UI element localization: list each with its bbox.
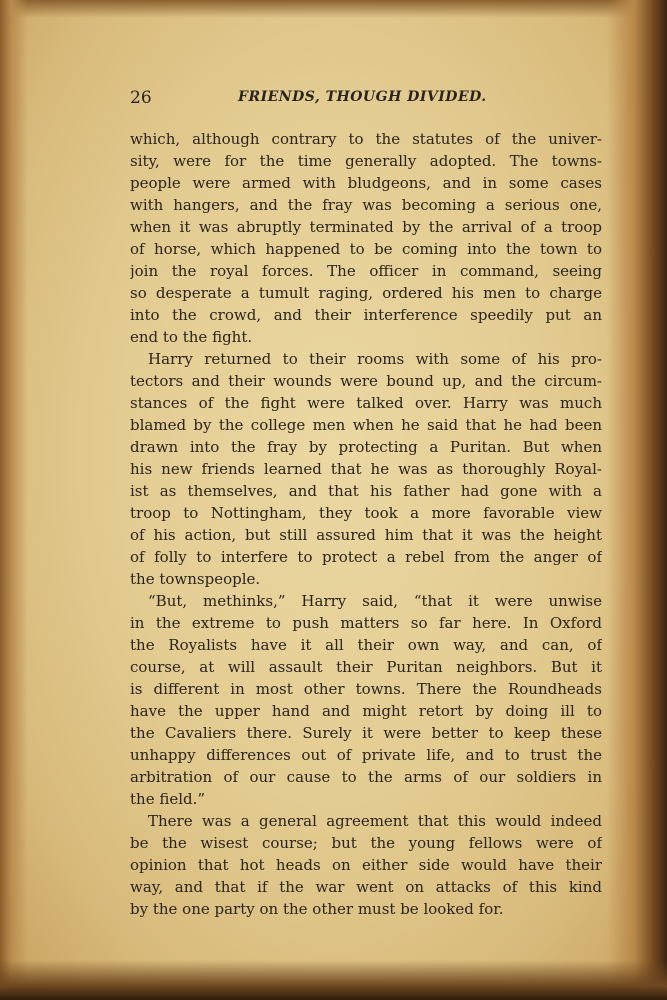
text-line: troop to Nottingham, they took a more favorable view	[130, 504, 602, 522]
text-line: of his action, but still assured him that it was the height	[130, 526, 602, 544]
body-text	[130, 128, 602, 920]
text-line: way, and that if the war went on attacks of this kind	[130, 878, 602, 896]
text-line: the Royalists have it all their own way, and can, of	[130, 636, 602, 654]
text-line: unhappy differences out of private life, and to trust the	[130, 746, 602, 764]
text-line: drawn into the fray by protecting a Puritan. But when	[130, 438, 602, 456]
text-line: have the upper hand and might retort by doing ill to	[130, 702, 602, 720]
page-edge-right	[607, 0, 667, 1000]
running-title: FRIENDS, THOUGH DIVIDED.	[238, 89, 487, 105]
text-line: when it was abruptly terminated by the arrival of a troop	[130, 218, 602, 236]
text-line: end to the fight.	[130, 328, 253, 346]
text-line: into the crowd, and their interference speedily put an	[130, 306, 602, 324]
text-line: is different in most other towns. There the Roundheads	[130, 680, 602, 698]
text-line: so desperate a tumult raging, ordered his men to charge	[130, 284, 602, 302]
text-line: opinion that hot heads on either side would have their	[130, 856, 602, 874]
text-line: the Cavaliers there. Surely it were better to keep these	[130, 724, 602, 742]
page-edge-bottom	[0, 960, 667, 1000]
page-number: 26	[130, 88, 152, 108]
text-line: the townspeople.	[130, 570, 261, 588]
text-line: ist as themselves, and that his father had gone with a	[130, 482, 602, 500]
text-line: which, although contrary to the statutes of the univer-	[130, 130, 602, 148]
text-line: sity, were for the time generally adopted. The towns-	[130, 152, 602, 170]
page-edge-top	[0, 0, 667, 18]
text-line: his new friends learned that he was as thoroughly Royal-	[130, 460, 602, 478]
text-line: by the one party on the other must be looked for.	[130, 900, 504, 918]
text-line: in the extreme to push matters so far here. In Oxford	[130, 614, 602, 632]
text-line: people were armed with bludgeons, and in some cases	[130, 174, 602, 192]
text-line: stances of the fight were talked over. Harry was much	[130, 394, 602, 412]
text-line: There was a general agreement that this would indeed	[148, 812, 602, 830]
page-edge-left	[0, 0, 28, 1000]
text-line: arbitration of our cause to the arms of our soldiers in	[130, 768, 602, 786]
text-line: blamed by the college men when he said that he had been	[130, 416, 602, 434]
text-line: the field.”	[130, 790, 206, 808]
page-header	[130, 88, 502, 114]
text-line: with hangers, and the fray was becoming a serious one,	[130, 196, 602, 214]
text-line: “But, methinks,” Harry said, “that it were unwise	[148, 592, 602, 610]
text-line: tectors and their wounds were bound up, and the circum-	[130, 372, 602, 390]
text-line: course, at will assault their Puritan neighbors. But it	[130, 658, 602, 676]
text-line: be the wisest course; but the young fellows were of	[130, 834, 602, 852]
text-line: Harry returned to their rooms with some of his pro-	[148, 350, 602, 368]
text-line: of folly to interfere to protect a rebel from the anger of	[130, 548, 602, 566]
text-line: of horse, which happened to be coming into the town to	[130, 240, 602, 258]
text-line: join the royal forces. The officer in command, seeing	[130, 262, 602, 280]
